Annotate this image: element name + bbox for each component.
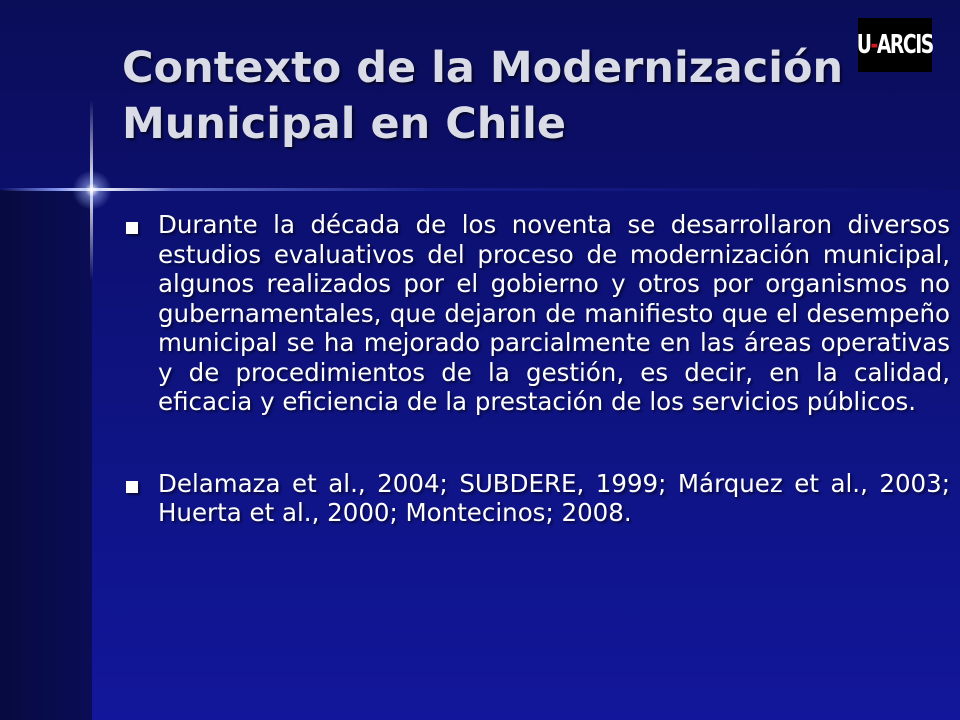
bullet-item — [120, 210, 950, 417]
bullet-text: Durante la década de los noventa se desarrollaron diversos estudios evaluativos del proceso de modernización municipal, algunos realizados por el gobierno y otros por organismos no gubernamentales, que dejaron de manifiesto que el desempeño municipal se ha mejorado parcialmente en las áreas operativas y de procedimientos de la gestión, es decir, en la calidad, eficacia y eficiencia de la prestación de los servicios públicos. — [158, 210, 950, 416]
slide-title — [122, 40, 862, 152]
bullet-list — [120, 210, 950, 528]
bullet-item — [120, 469, 950, 528]
horizontal-light-line — [0, 188, 960, 191]
light-flare — [72, 170, 112, 210]
u-arcis-logo — [858, 18, 932, 72]
slide-title-line-2: Municipal en Chile — [122, 99, 567, 149]
square-bullet-icon — [126, 222, 138, 234]
logo-text: U-ARCIS — [857, 30, 934, 60]
bullet-text: Delamaza et al., 2004; SUBDERE, 1999; Márquez et al., 2003; Huerta et al., 2000; Montecinos; 2008. — [158, 468, 950, 527]
square-bullet-icon — [126, 481, 138, 493]
slide-title-line-1: Contexto de la Modernización — [122, 43, 844, 93]
